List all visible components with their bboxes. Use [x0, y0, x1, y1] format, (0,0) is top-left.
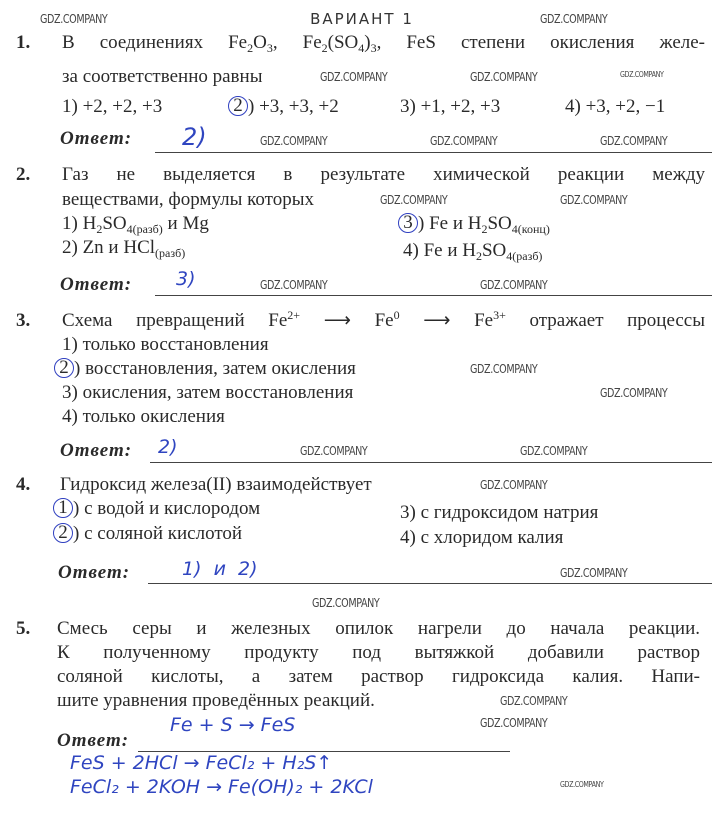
watermark: GDZ.COMPANY [300, 444, 368, 458]
text-segment: 1) H [62, 213, 97, 234]
watermark: GDZ.COMPANY [312, 596, 380, 610]
question-3-number: 3. [16, 310, 31, 331]
option-number: 3) [62, 382, 78, 403]
text-segment: O [253, 32, 267, 53]
question-5-text-line: К полученному продукту под вытяжкой добавили раствор [57, 642, 700, 663]
text-segment: отражает процессы [505, 310, 705, 331]
text-segment: (SO [327, 32, 359, 53]
text-segment: 2) Zn и HCl [62, 237, 156, 258]
watermark: GDZ.COMPANY [480, 716, 548, 730]
text-segment: ⟶ Fe [300, 310, 394, 331]
watermark: GDZ.COMPANY [480, 478, 548, 492]
superscript: 2+ [287, 308, 301, 322]
page-title: ВАРИАНТ 1 [310, 10, 414, 28]
question-1-answer-label: Ответ: [60, 128, 133, 149]
text-segment: SO [487, 213, 512, 234]
selected-circle-mark: 2 [228, 96, 248, 116]
question-1-option-3[interactable] [400, 96, 500, 118]
subscript: 4(разб) [126, 222, 163, 236]
watermark: GDZ.COMPANY [470, 362, 538, 376]
option-text: только восстановления [77, 334, 269, 355]
text-segment: SO [102, 213, 127, 234]
text-segment: 4) Fe и H [403, 240, 476, 261]
subscript: 2 [247, 41, 254, 55]
option-text: +2, +2, +3 [77, 96, 163, 117]
text-segment: ) [364, 32, 371, 53]
option-text: +1, +2, +3 [415, 96, 501, 117]
text-segment: В соединениях Fe [62, 32, 248, 53]
selected-circle-mark: 2 [53, 523, 73, 543]
question-4-number: 4. [16, 474, 31, 495]
watermark: GDZ.COMPANY [320, 70, 388, 84]
option-text: ) с водой и кислородом [73, 498, 261, 519]
selected-circle-mark: 3 [398, 213, 418, 233]
subscript: 2 [481, 222, 488, 236]
watermark: GDZ.COMPANY [600, 386, 668, 400]
text-segment: Схема превращений Fe [62, 310, 288, 331]
option-text: с хлоридом калия [415, 527, 564, 548]
option-text: с гидроксидом натрия [415, 502, 599, 523]
option-text: окисления, затем восстановления [77, 382, 354, 403]
superscript: 0 [393, 308, 400, 322]
question-1-number: 1. [16, 32, 31, 53]
question-1-answer-line [155, 152, 712, 153]
subscript: 4(разб) [506, 249, 543, 263]
question-3-option-1[interactable] [62, 334, 269, 356]
question-4-answer-label: Ответ: [58, 562, 131, 583]
option-text: только окисления [77, 406, 225, 427]
question-4-answer-line [148, 583, 712, 584]
watermark: GDZ.COMPANY [560, 566, 628, 580]
question-5-answer-line-2[interactable]: FeS + 2HCl → FeCl₂ + H₂S↑ [70, 752, 333, 774]
question-3-text [62, 310, 705, 332]
question-4-text: Гидроксид железа(II) взаимодействует [60, 474, 372, 495]
question-2-option-3[interactable] [402, 213, 550, 235]
question-2-option-3-text [418, 213, 550, 234]
question-5-text-line: шите уравнения проведённых реакций. [57, 690, 375, 711]
question-2-number: 2. [16, 164, 31, 185]
question-3-option-4[interactable] [62, 406, 225, 428]
subscript: 4(конц) [511, 222, 550, 236]
text-segment: , Fe [272, 32, 322, 53]
question-2-answer[interactable]: 3) [176, 268, 196, 290]
subscript: 2 [321, 41, 328, 55]
text-segment: , FeS степени окисления желе- [376, 32, 705, 53]
question-1-answer[interactable]: 2) [182, 123, 207, 151]
text-segment: ) Fe и H [418, 213, 482, 234]
option-number: 3) [400, 96, 416, 117]
question-4-answer[interactable]: 1) и 2) [182, 558, 258, 580]
watermark: GDZ.COMPANY [560, 193, 628, 207]
subscript: (разб) [155, 246, 186, 260]
question-3-option-2[interactable] [58, 358, 356, 380]
text-segment: SO [481, 240, 507, 261]
watermark: GDZ.COMPANY [470, 70, 538, 84]
question-5-text-line: Смесь серы и железных опилок нагрели до начала реакции. [57, 618, 700, 639]
question-5-answer-line-3[interactable]: FeCl₂ + 2KOH → Fe(OH)₂ + 2KCl [70, 776, 373, 798]
watermark: GDZ.COMPANY [260, 134, 328, 148]
text-segment: и Mg [162, 213, 209, 234]
watermark: GDZ.COMPANY [540, 12, 608, 26]
question-4-option-4[interactable] [400, 527, 563, 549]
watermark: GDZ.COMPANY [40, 12, 108, 26]
question-3-answer-line [150, 462, 712, 463]
question-2-text: Газ не выделяется в результате химической реакции между [62, 164, 705, 185]
question-1-option-2[interactable] [232, 96, 339, 118]
watermark: GDZ.COMPANY [430, 134, 498, 148]
question-1-option-1[interactable] [62, 96, 162, 118]
subscript: 3 [370, 41, 377, 55]
watermark: GDZ.COMPANY [260, 278, 328, 292]
option-text: ) +3, +3, +2 [248, 96, 339, 117]
question-5-answer-label: Ответ: [57, 730, 130, 751]
option-number: 3) [400, 502, 416, 523]
question-3-answer-label: Ответ: [60, 440, 133, 461]
text-segment: ⟶ Fe [399, 310, 494, 331]
watermark: GDZ.COMPANY [500, 694, 568, 708]
question-4-option-3[interactable] [400, 502, 598, 524]
question-5-answer-line-1[interactable]: Fe + S → FeS [170, 714, 296, 736]
watermark: GDZ.COMPANY [620, 70, 664, 79]
option-number: 1) [62, 334, 78, 355]
watermark: GDZ.COMPANY [520, 444, 588, 458]
question-2-option-4[interactable] [403, 240, 542, 262]
question-4-option-1[interactable] [57, 498, 260, 520]
question-5-text-line: соляной кислоты, а затем раствор гидроксида калия. Напи- [57, 666, 700, 687]
subscript: 2 [475, 249, 482, 263]
question-3-answer[interactable]: 2) [158, 436, 178, 458]
selected-circle-mark: 2 [54, 358, 74, 378]
subscript: 3 [266, 41, 273, 55]
watermark: GDZ.COMPANY [560, 780, 604, 789]
watermark: GDZ.COMPANY [380, 193, 448, 207]
superscript: 3+ [493, 308, 506, 322]
option-number: 4) [62, 406, 78, 427]
question-3-option-3[interactable] [62, 382, 353, 404]
question-5-number: 5. [16, 618, 31, 639]
question-1-option-4[interactable] [565, 96, 665, 118]
subscript: 4 [358, 41, 365, 55]
option-number: 4) [565, 96, 581, 117]
option-number: 4) [400, 527, 416, 548]
question-2-option-2[interactable] [62, 237, 185, 259]
question-2-text-cont: веществами, формулы которых [62, 189, 314, 210]
watermark: GDZ.COMPANY [480, 278, 548, 292]
question-2-answer-line [155, 295, 712, 296]
watermark: GDZ.COMPANY [600, 134, 668, 148]
option-text: ) с соляной кислотой [73, 523, 243, 544]
selected-circle-mark: 1 [53, 498, 73, 518]
question-1-text [62, 32, 705, 54]
subscript: 2 [96, 222, 103, 236]
option-number: 1) [62, 96, 78, 117]
question-4-option-2[interactable] [57, 523, 242, 545]
question-2-option-1[interactable] [62, 213, 209, 235]
option-text: ) восстановления, затем окисления [74, 358, 356, 379]
question-1-text-cont: за соответственно равны [62, 66, 263, 87]
question-2-answer-label: Ответ: [60, 274, 133, 295]
option-text: +3, +2, −1 [580, 96, 666, 117]
